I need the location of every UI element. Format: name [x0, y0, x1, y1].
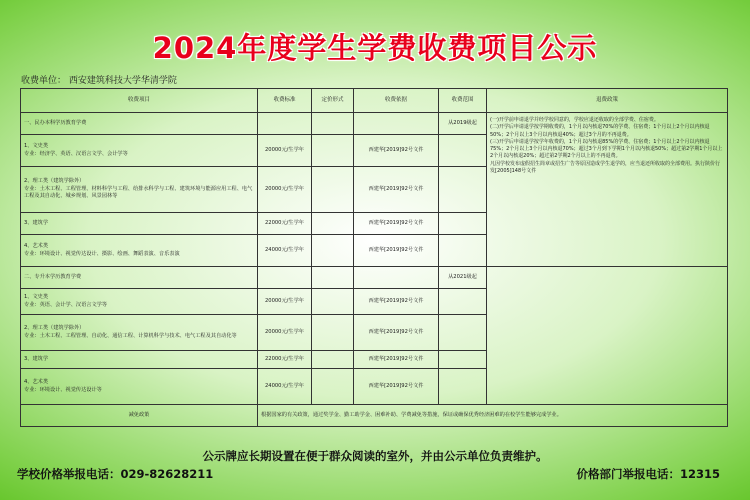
- school-hotline: 学校价格举报电话：029-82628211: [17, 467, 214, 481]
- reduction-text: 根据国家的有关政策，通过奖学金、勤工助学金、困难补助、学费减免等措施，保证或确保优秀经济困难的在校学生能够完成学业。: [258, 405, 728, 427]
- major-list: 专业：土木工程、工程管理、自动化、通信工程、计算机科学与技术、电气工程及其自动化等: [24, 332, 237, 339]
- category-name: 1、文史类: [24, 142, 49, 149]
- dept-hotline: 价格部门举报电话：12315: [576, 467, 720, 481]
- refund-policy: [487, 113, 728, 267]
- section-title: 二、专升本学历教育学费: [21, 267, 258, 289]
- fee-standard: 20000元/生学年: [258, 289, 312, 315]
- category-name: 3、建筑学: [24, 355, 49, 362]
- fee-standard: 20000元/生学年: [258, 315, 312, 351]
- fee-basis: 西建华[2019]92号文件: [354, 289, 439, 315]
- fee-standard: 22000元/生学年: [258, 213, 312, 235]
- category-name: 2、理工类（建筑学除外）: [24, 324, 85, 331]
- fee-standard: 20000元/生学年: [258, 167, 312, 213]
- column-header: 收费依据: [354, 89, 439, 113]
- reduction-row: [21, 405, 728, 427]
- fee-basis: 西建华[2019]92号文件: [354, 213, 439, 235]
- reduction-label: 减免政策: [21, 405, 258, 427]
- fee-unit-label: 收费单位：: [21, 76, 67, 86]
- refund-policy-item: (二)开学后申请退学按学期收费的，1个月以内核退70%的学费、住宿费；1个月以上2个月以内核退50%；2个月以上3个月以内核退40%；超过3个月的不再退费。: [490, 124, 710, 138]
- major-list: 专业：土木工程、工程管理、材料科学与工程、给排水科学与工程、建筑环境与能源应用工程、电气工程及其自动化、城乡规划、风景园林等: [24, 185, 253, 200]
- category-name: 2、理工类（建筑学除外）: [24, 178, 85, 185]
- fee-standard: 20000元/生学年: [258, 135, 312, 167]
- fee-basis: 西建华[2019]92号文件: [354, 167, 439, 213]
- refund-policy-item: (三)开学后申请退学按学年收费的，1个月以内核退85%的学费、住宿费；1个月以上2个月以内核退75%；2个月以上3个月以内核退70%；超过3个月到下学期1个月以内核退50%；超过第2学期1个月以上2个月以内核退20%；超过第2学期2个月以上的不再退费。: [490, 138, 723, 160]
- refund-policy-item: (一)开学前申请退学并经学校同意的，学校应退还收取的全部学费、住宿费。: [490, 117, 659, 123]
- major-list: 专业：环境设计、视觉传达设计、摄影、绘画、舞蹈表演、音乐表演: [24, 250, 180, 257]
- fee-table: [20, 88, 728, 427]
- refund-policy-item: 凡因学校发布虚假招生简章或招生广告等原因造成学生退学的，应当退还所收取的全部费用。执行陕价行发[2005]148号文件: [490, 160, 721, 174]
- fee-standard: 22000元/生学年: [258, 351, 312, 369]
- table-header-row: [21, 89, 728, 113]
- major-list: 专业：环境设计、视觉传达设计等: [24, 386, 102, 393]
- fee-standard: 24000元/生学年: [258, 369, 312, 405]
- fee-unit-name: 西安建筑科技大学华清学院: [68, 76, 177, 86]
- column-header: 定价形式: [312, 89, 354, 113]
- column-header: 收费项目: [21, 89, 258, 113]
- column-header: 收费范围: [439, 89, 487, 113]
- column-header: 收费标准: [258, 89, 312, 113]
- section-title: 一、民办本科学历教育学费: [21, 113, 258, 135]
- category-name: 3、建筑学: [24, 219, 49, 226]
- category-name: 1、文史类: [24, 293, 49, 300]
- category-name: 4、艺术类: [24, 242, 49, 249]
- fee-basis: 西建华[2019]92号文件: [354, 351, 439, 369]
- category-name: 4、艺术类: [24, 378, 49, 385]
- fee-unit: [21, 73, 177, 86]
- fee-scope: 从2021级起: [439, 267, 487, 289]
- section-row: [21, 113, 728, 135]
- fee-basis: 西建华[2019]92号文件: [354, 235, 439, 267]
- major-list: 专业：经济学、英语、汉语言文学、会计学等: [24, 150, 128, 157]
- footer-notice: 公示牌应长期设置在便于群众阅读的室外，并由公示单位负责维护。: [202, 449, 548, 463]
- fee-basis: 西建华[2019]92号文件: [354, 135, 439, 167]
- fee-scope: 从2019级起: [439, 113, 487, 135]
- fee-basis: 西建华[2019]92号文件: [354, 369, 439, 405]
- major-list: 专业：英语、会计学、汉语言文学等: [24, 301, 108, 308]
- column-header: 退费政策: [487, 89, 728, 113]
- section-row: [21, 267, 728, 289]
- fee-basis: 西建华[2019]92号文件: [354, 315, 439, 351]
- page-title: 2024年度学生学费收费项目公示: [152, 31, 598, 65]
- fee-standard: 24000元/生学年: [258, 235, 312, 267]
